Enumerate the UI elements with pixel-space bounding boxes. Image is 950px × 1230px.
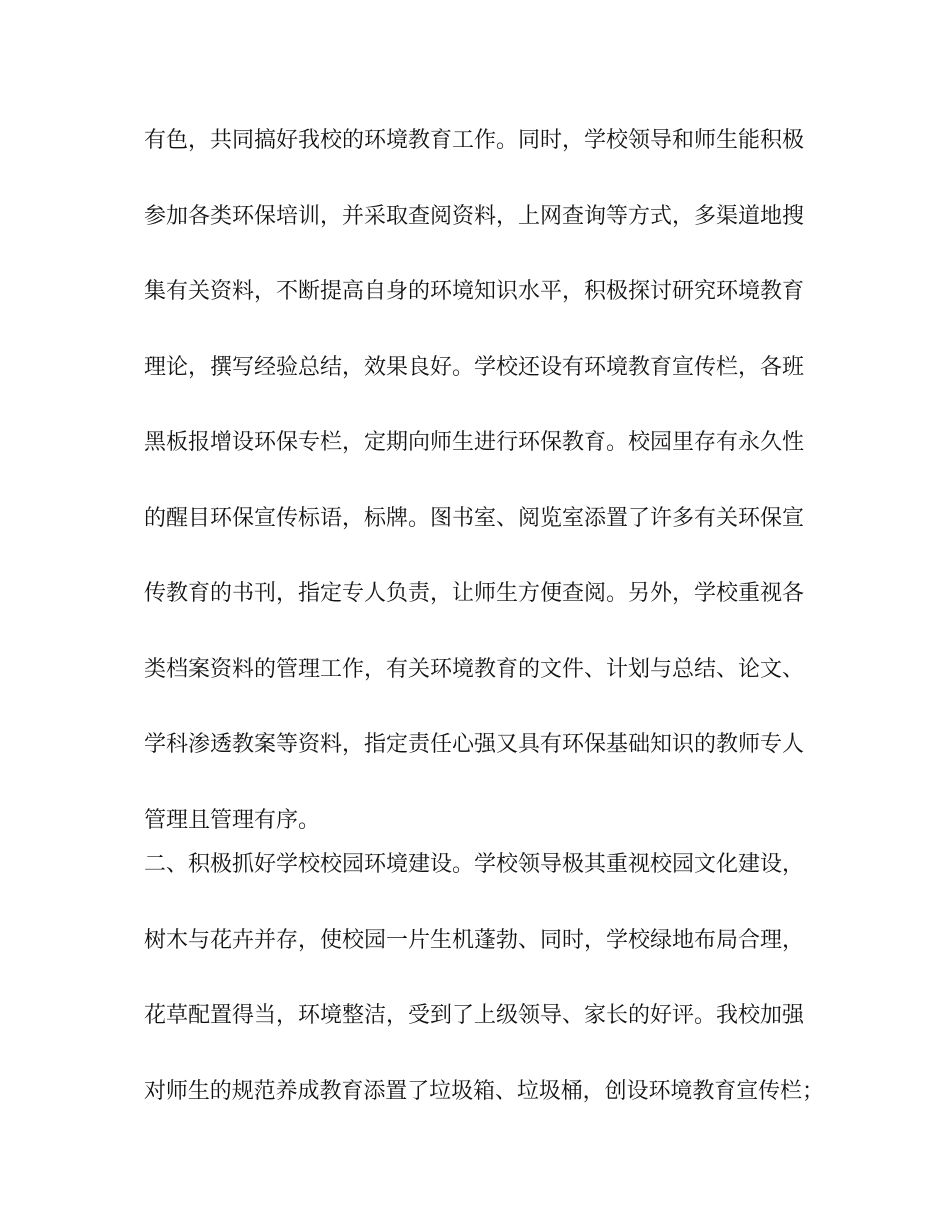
text-line: 花草配置得当，环境整洁，受到了上级领导、家长的好评。我校加强 [144,1003,805,1028]
section-heading-line: 二、积极抓好学校校园环境建设。学校领导极其重视校园文化建设， [144,852,805,877]
text-line: 树木与花卉并存，使校园一片生机蓬勃、同时，学校绿地布局合理， [144,928,805,953]
text-line: 对师生的规范养成教育添置了垃圾箱、垃圾桶，创设环境教育宣传栏； [144,1079,824,1104]
text-line: 传教育的书刊，指定专人负责，让师生方便查阅。另外，学校重视各 [144,581,805,606]
text-line: 集有关资料，不断提高自身的环境知识水平，积极探讨研究环境教育 [144,279,805,304]
text-line: 理论，撰写经验总结，效果良好。学校还设有环境教育宣传栏，各班 [144,355,805,380]
text-line: 类档案资料的管理工作，有关环境教育的文件、计划与总结、论文、 [144,657,805,682]
text-line: 管理且管理有序。 [144,808,321,833]
text-line: 参加各类环保培训，并采取查阅资料，上网查询等方式，多渠道地搜 [144,204,805,229]
text-line: 学科渗透教案等资料，指定责任心强又具有环保基础知识的教师专人 [144,732,805,757]
text-line: 有色，共同搞好我校的环境教育工作。同时，学校领导和师生能积极 [144,128,805,153]
text-line: 的醒目环保宣传标语，标牌。图书室、阅览室添置了许多有关环保宣 [144,506,805,531]
text-line: 黑板报增设环保专栏，定期向师生进行环保教育。校园里存有永久性 [144,430,805,455]
